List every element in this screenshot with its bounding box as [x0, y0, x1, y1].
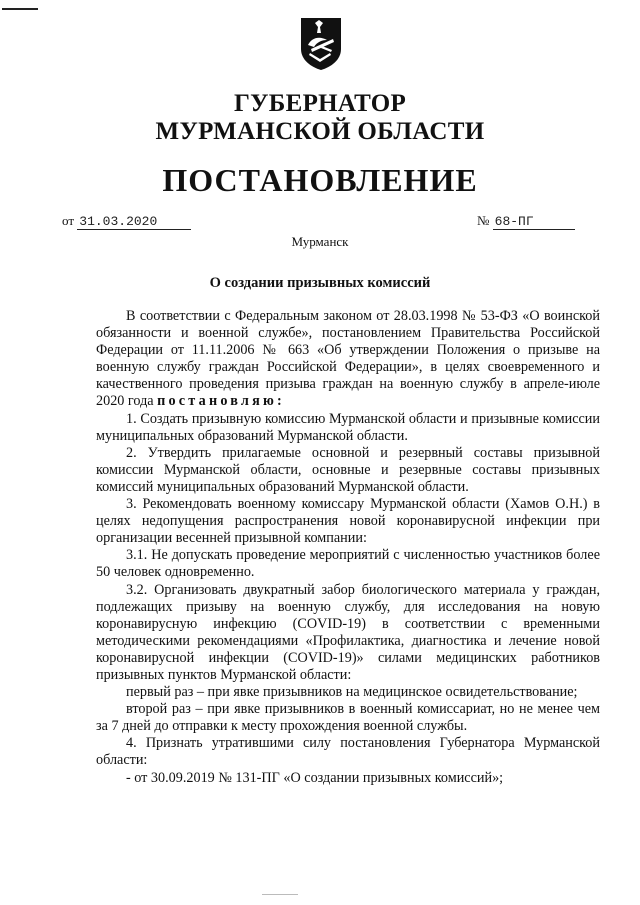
decree-number: 68-ПГ	[493, 214, 575, 230]
scan-mark	[2, 8, 38, 10]
governor-title: ГУБЕРНАТОР	[233, 90, 407, 117]
paragraph-item-3: 3. Рекомендовать военному комиссару Мурманской области (Хамов О.Н.) в целях недопущения распространения новой коронавирусной инфекции при организации весенней призывной компании:	[96, 496, 600, 547]
decree-date: 31.03.2020	[77, 214, 191, 230]
decree-body	[96, 308, 600, 787]
paragraph-item-4: 4. Признать утратившими силу постановления Губернатора Мурманской области:	[96, 735, 600, 769]
paragraph-second-time: второй раз – при явке призывников в военный комиссариат, но не менее чем за 7 дней до отправки к месту прохождения военной службы.	[96, 701, 600, 735]
preamble-text: В соответствии с Федеральным законом от 28.03.1998 № 53-ФЗ «О воинской обязанности и военной службе», постановлением Правительства Российской Федерации от 11.11.2006 № 663 «Об утверждении Положения о призыве на военную службу граждан Российской Федерации», в целях своевременного и качественного проведения призыва граждан на военную службу в апреле-июле 2020 года	[96, 308, 600, 410]
number-prefix: №	[477, 213, 490, 228]
decree-subject: О создании призывных комиссий	[209, 275, 431, 291]
paragraph-repealed-decree: - от 30.09.2019 № 131-ПГ «О создании призывных комиссий»;	[126, 769, 504, 786]
region-title: МУРМАНСКОЙ ОБЛАСТИ	[155, 118, 485, 145]
document-type-title: ПОСТАНОВЛЕНИЕ	[162, 162, 478, 198]
city-name: Мурманск	[291, 234, 349, 249]
paragraph-item-2: 2. Утвердить прилагаемые основной и резервный составы призывной комиссии Мурманской области, основные и резервные составы призывных комиссий муниципальных образований Мурманской области.	[96, 444, 600, 495]
paragraph-preamble	[96, 308, 600, 411]
date-prefix: от	[62, 213, 75, 228]
decree-date-row	[62, 213, 191, 230]
coat-of-arms-icon	[298, 15, 344, 71]
paragraph-item-3-2: 3.2. Организовать двукратный забор биологического материала у граждан, подлежащих призыву на военную службу, для исследования на новую коронавирусную инфекцию (COVID-19) в соответствии с временными методическими рекомендациями «Профилактика, диагностика и лечение новой коронавирусной инфекции (COVID-19)» силами медицинских работников призывных пунктов Мурманской области:	[96, 581, 600, 683]
resolve-word: постановляю:	[157, 393, 285, 410]
scan-mark-bottom	[262, 894, 298, 895]
paragraph-first-time: первый раз – при явке призывников на медицинское освидетельствование;	[126, 684, 578, 701]
decree-number-row	[477, 213, 575, 230]
paragraph-item-1: 1. Создать призывную комиссию Мурманской области и призывные комиссии муниципальных образований Мурманской области.	[96, 410, 600, 444]
paragraph-item-3-1: 3.1. Не допускать проведение мероприятий с численностью участников более 50 человек одновременно.	[96, 547, 600, 581]
